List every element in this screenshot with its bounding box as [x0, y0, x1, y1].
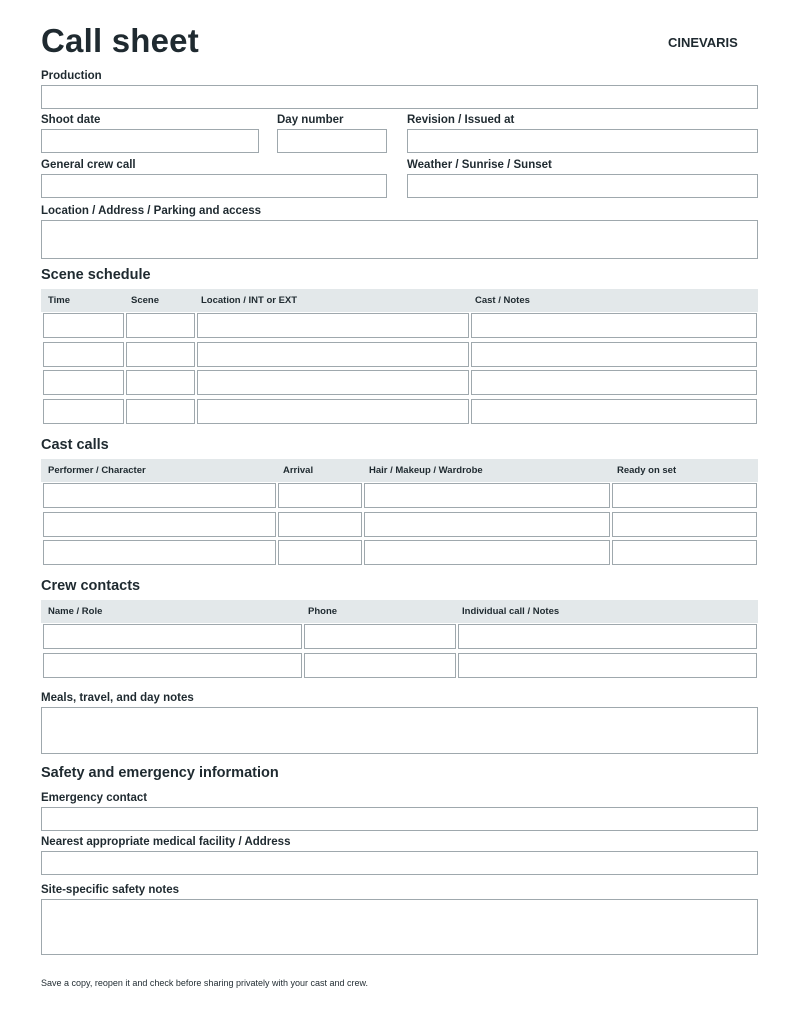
location-field[interactable]: [41, 220, 758, 259]
ready-on-set-cell[interactable]: [612, 483, 757, 508]
arrival-cell[interactable]: [278, 540, 362, 565]
weather-field[interactable]: [407, 174, 758, 198]
scene-number-cell[interactable]: [126, 399, 195, 424]
scene-location-cell[interactable]: [197, 399, 469, 424]
column-header: Performer / Character: [48, 465, 146, 476]
hair-makeup-cell[interactable]: [364, 512, 610, 537]
scene-number-cell[interactable]: [126, 370, 195, 395]
footer-note: Save a copy, reopen it and check before sharing privately with your cast and crew.: [41, 978, 369, 988]
site-safety-notes-field[interactable]: [41, 899, 758, 955]
scene-number-cell[interactable]: [126, 313, 195, 338]
scene-location-cell[interactable]: [197, 313, 469, 338]
scene-time-cell[interactable]: [43, 342, 124, 367]
medical-facility-label: Nearest appropriate medical facility / Address: [41, 836, 291, 848]
ready-on-set-cell[interactable]: [612, 540, 757, 565]
column-header: Cast / Notes: [475, 295, 530, 306]
revision-label: Revision / Issued at: [407, 114, 515, 126]
scene-schedule-header: [41, 289, 758, 312]
revision-field[interactable]: [407, 129, 758, 153]
medical-facility-field[interactable]: [41, 851, 758, 875]
column-header: Individual call / Notes: [462, 606, 560, 617]
performer-cell[interactable]: [43, 512, 276, 537]
crew-phone-cell[interactable]: [304, 653, 456, 678]
scene-schedule-heading: Scene schedule: [41, 267, 151, 283]
crew-contacts-header: [41, 600, 758, 623]
crew-contacts-heading: Crew contacts: [41, 578, 141, 594]
meals-notes-label: Meals, travel, and day notes: [41, 692, 194, 704]
scene-time-cell[interactable]: [43, 370, 124, 395]
column-header: Scene: [131, 295, 159, 306]
site-safety-notes-label: Site-specific safety notes: [41, 884, 180, 896]
column-header: Hair / Makeup / Wardrobe: [369, 465, 483, 476]
hair-makeup-cell[interactable]: [364, 483, 610, 508]
shoot-date-field[interactable]: [41, 129, 259, 153]
meals-notes-field[interactable]: [41, 707, 758, 754]
scene-cast-cell[interactable]: [471, 399, 757, 424]
scene-time-cell[interactable]: [43, 399, 124, 424]
column-header: Arrival: [283, 465, 314, 476]
brand-name: CINEVARIS: [668, 35, 738, 50]
cast-calls-header: [41, 459, 758, 482]
column-header: Location / INT or EXT: [201, 295, 298, 306]
crew-name-cell[interactable]: [43, 653, 302, 678]
crew-notes-cell[interactable]: [458, 624, 757, 649]
ready-on-set-cell[interactable]: [612, 512, 757, 537]
performer-cell[interactable]: [43, 540, 276, 565]
weather-label: Weather / Sunrise / Sunset: [407, 159, 552, 171]
column-header: Ready on set: [617, 465, 677, 476]
scene-number-cell[interactable]: [126, 342, 195, 367]
day-number-label: Day number: [277, 114, 344, 126]
emergency-contact-field[interactable]: [41, 807, 758, 831]
emergency-contact-label: Emergency contact: [41, 792, 148, 804]
production-field[interactable]: [41, 85, 758, 109]
scene-location-cell[interactable]: [197, 370, 469, 395]
page-title: Call sheet: [41, 22, 199, 59]
crew-notes-cell[interactable]: [458, 653, 757, 678]
scene-cast-cell[interactable]: [471, 313, 757, 338]
crew-call-field[interactable]: [41, 174, 387, 198]
cast-calls-heading: Cast calls: [41, 437, 109, 453]
crew-phone-cell[interactable]: [304, 624, 456, 649]
scene-cast-cell[interactable]: [471, 370, 757, 395]
location-label: Location / Address / Parking and access: [41, 205, 262, 217]
column-header: Name / Role: [48, 606, 103, 617]
day-number-field[interactable]: [277, 129, 387, 153]
scene-location-cell[interactable]: [197, 342, 469, 367]
shoot-date-label: Shoot date: [41, 114, 101, 126]
arrival-cell[interactable]: [278, 483, 362, 508]
crew-call-label: General crew call: [41, 159, 136, 171]
hair-makeup-cell[interactable]: [364, 540, 610, 565]
safety-heading: Safety and emergency information: [41, 765, 279, 781]
column-header: Phone: [308, 606, 338, 617]
production-label: Production: [41, 70, 102, 82]
scene-cast-cell[interactable]: [471, 342, 757, 367]
scene-time-cell[interactable]: [43, 313, 124, 338]
column-header: Time: [48, 295, 71, 306]
crew-name-cell[interactable]: [43, 624, 302, 649]
performer-cell[interactable]: [43, 483, 276, 508]
arrival-cell[interactable]: [278, 512, 362, 537]
